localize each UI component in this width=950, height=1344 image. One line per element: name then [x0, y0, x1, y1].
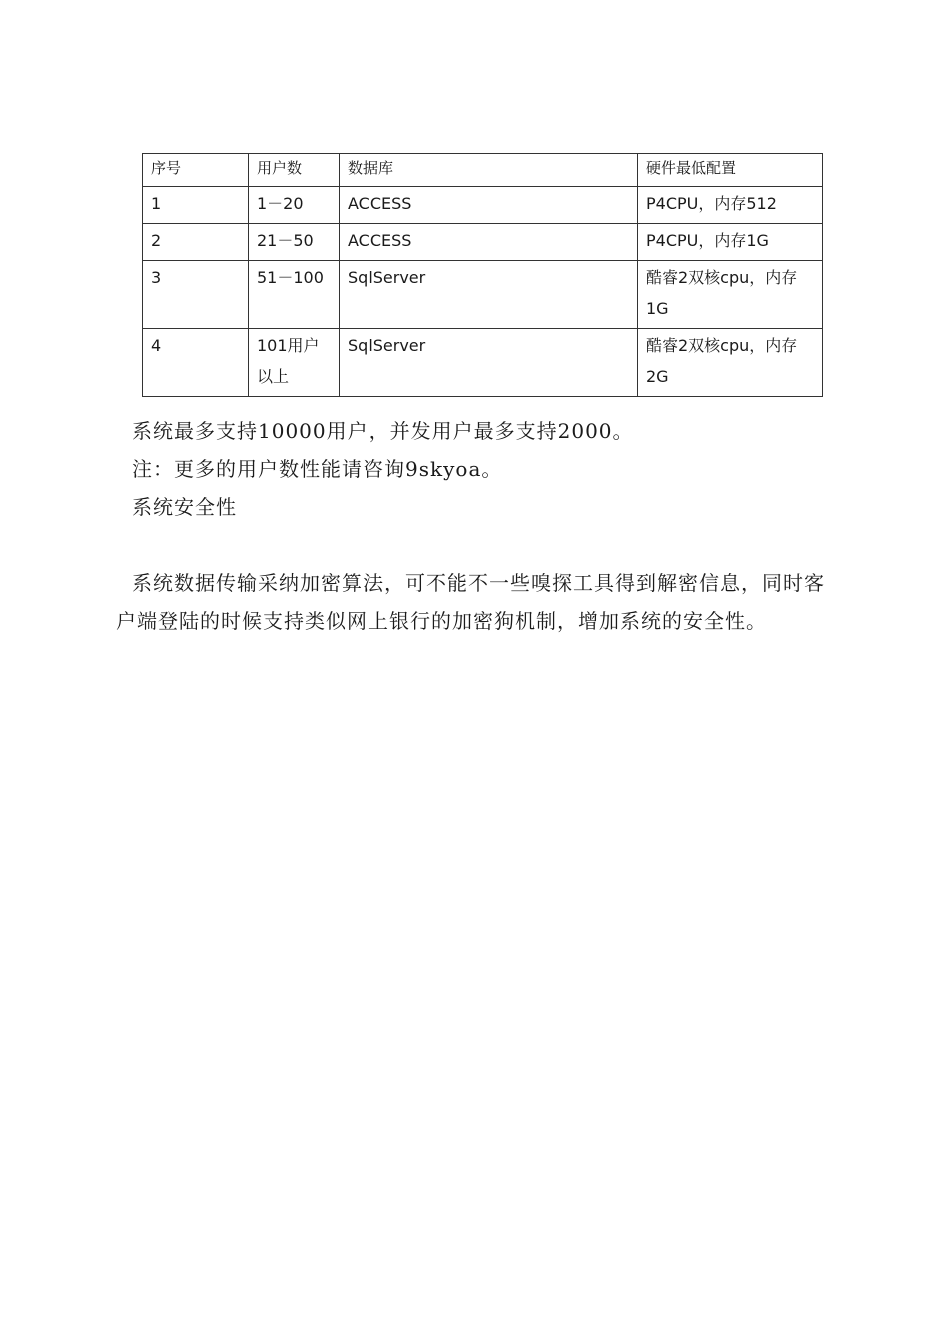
note-paragraph: 注：更多的用户数性能请咨询9skyoa。 — [132, 457, 503, 481]
security-body-paragraph: 系统数据传输采纳加密算法，可不能不一些嗅探工具得到解密信息，同时客户端登陆的时候支持类似网上银行的加密狗机制，增加系统的安全性。 — [116, 571, 825, 633]
header-cell-hardware: 硬件最低配置 — [638, 154, 823, 187]
table-cell-database: SqlServer — [340, 329, 638, 397]
table-row — [143, 261, 823, 329]
table-cell-users: 1－20 — [249, 187, 340, 224]
table-cell-index: 2 — [143, 224, 249, 261]
table-cell-hardware: 酷睿2双核cpu，内存1G — [638, 261, 823, 329]
table-cell-hardware: P4CPU，内存512 — [638, 187, 823, 224]
table-cell-database: SqlServer — [340, 261, 638, 329]
table-row — [143, 329, 823, 397]
hardware-requirements-table — [142, 153, 823, 397]
table-row — [143, 187, 823, 224]
header-cell-index: 序号 — [143, 154, 249, 187]
table-cell-database: ACCESS — [340, 224, 638, 261]
table-cell-index: 3 — [143, 261, 249, 329]
max-users-paragraph: 系统最多支持10000用户，并发用户最多支持2000。 — [132, 419, 634, 443]
table-cell-users: 21－50 — [249, 224, 340, 261]
table-header-row — [143, 154, 823, 187]
table-row — [143, 224, 823, 261]
table-cell-index: 1 — [143, 187, 249, 224]
table-cell-hardware: P4CPU，内存1G — [638, 224, 823, 261]
table-cell-database: ACCESS — [340, 187, 638, 224]
table-cell-index: 4 — [143, 329, 249, 397]
security-heading: 系统安全性 — [132, 495, 237, 519]
table-cell-users: 51－100 — [249, 261, 340, 329]
header-cell-database: 数据库 — [340, 154, 638, 187]
header-cell-users: 用户数 — [249, 154, 340, 187]
table-cell-hardware: 酷睿2双核cpu，内存2G — [638, 329, 823, 397]
table-cell-users: 101用户以上 — [249, 329, 340, 397]
